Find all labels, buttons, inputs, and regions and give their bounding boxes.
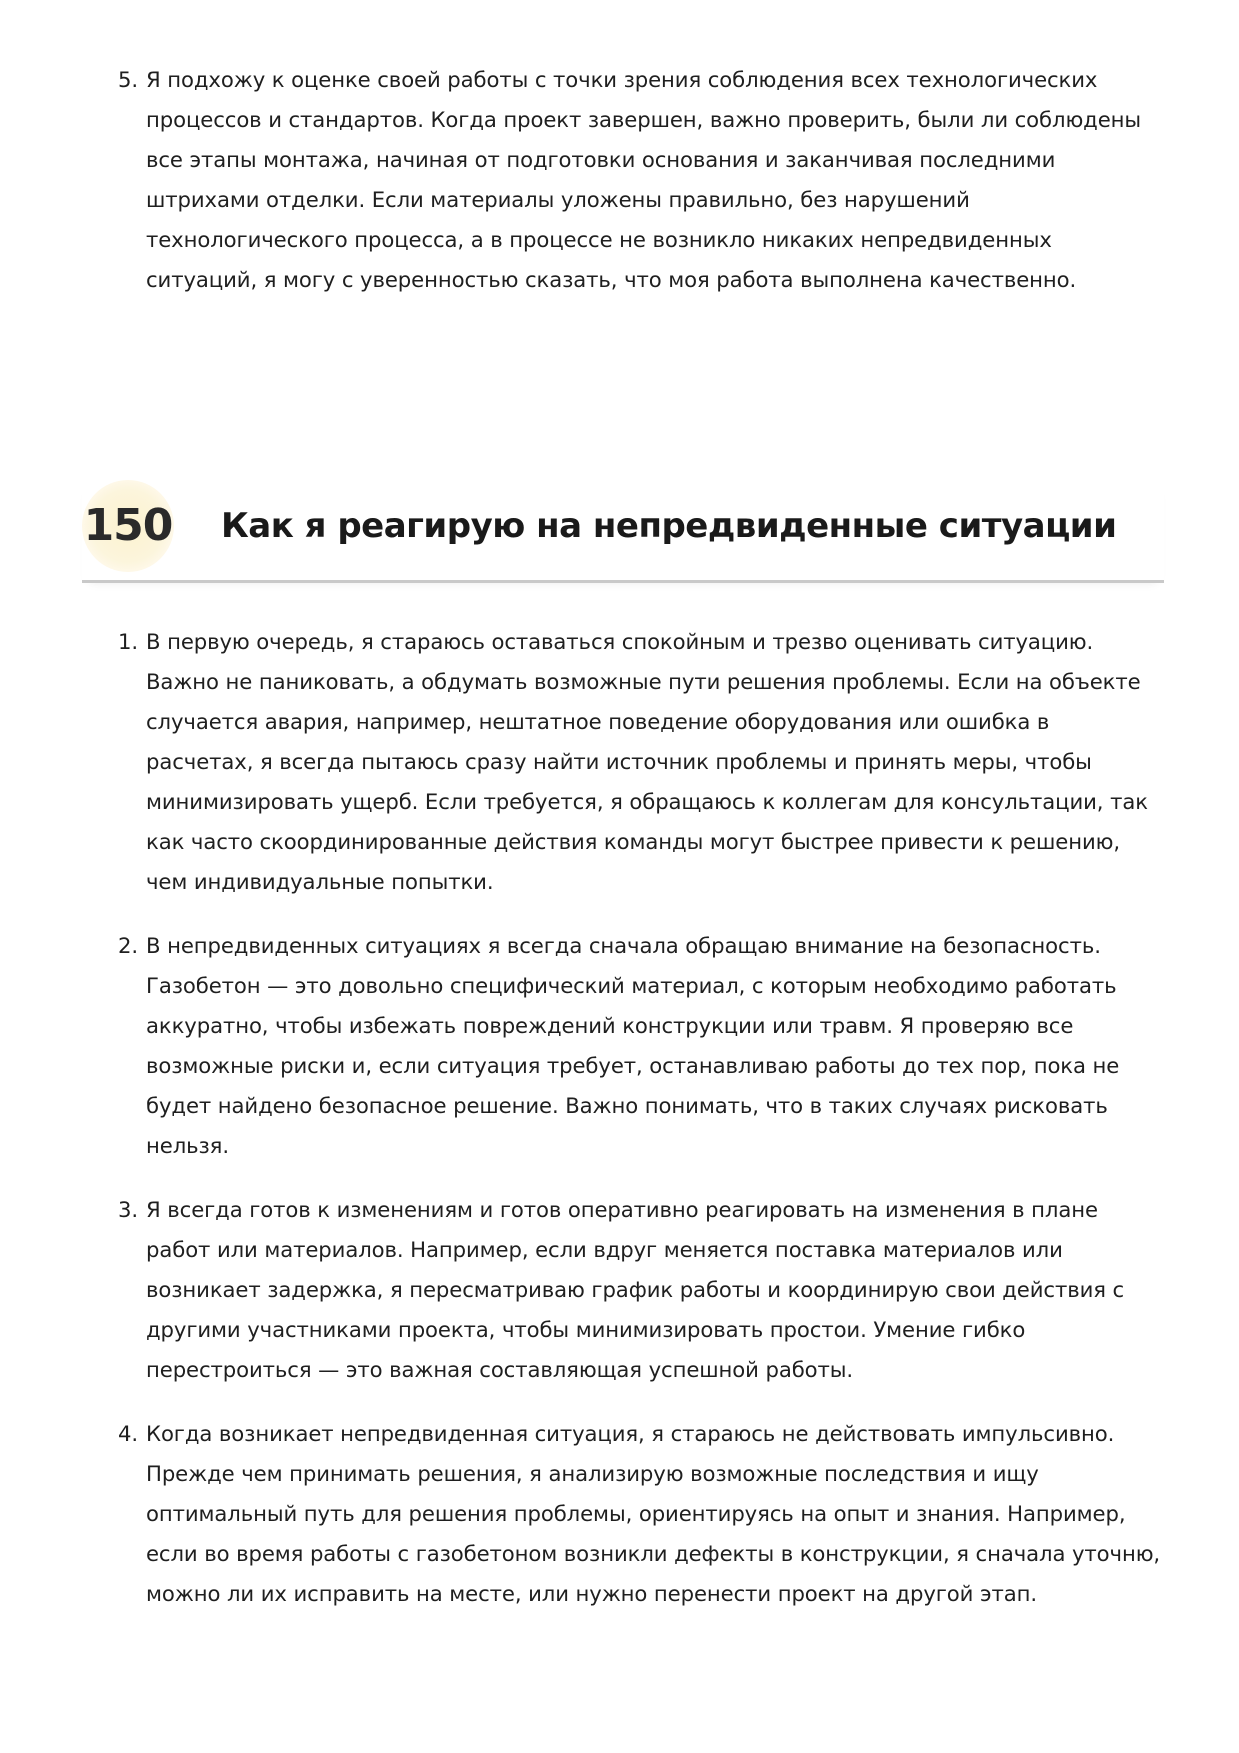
list-item-number: 3.: [118, 1197, 139, 1222]
list-item-number: 2.: [118, 933, 139, 958]
list-item-text: Я подхожу к оценке своей работы с точки зрения соблюдения всех технологических процессов и стандартов. Когда проект завершен, важно проверить, были ли соблюдены все этапы монтажа, начиная от подготовки основания и заканчивая последними штрихами отделки. Если материалы уложены правильно, без нарушений технологического процесса, а в процессе не возникло никаких непредвиденных ситуаций, я могу с уверенностью сказать, что моя работа выполнена качественно.: [146, 67, 1142, 292]
section-number-badge: 150: [82, 480, 174, 572]
list-item: [118, 622, 1163, 902]
list-item: [118, 60, 1163, 300]
list-item-text: Когда возникает непредвиденная ситуация, я стараюсь не действовать импульсивно. Прежде чем принимать решения, я анализирую возможные последствия и ищу оптимальный путь для решения проблемы, ориентируясь на опыт и знания. Например, если во время работы с газобетоном возникли дефекты в конструкции, я сначала уточню, можно ли их исправить на месте, или нужно перенести проект на другой этап.: [146, 1421, 1161, 1606]
list-item-number: 5.: [118, 67, 139, 92]
list-item-text: Я всегда готов к изменениям и готов оперативно реагировать на изменения в плане работ или материалов. Например, если вдруг меняется поставка материалов или возникает задержка, я пересматриваю график работы и координирую свои действия с другими участниками проекта, чтобы минимизировать простои. Умение гибко перестроиться — это важная составляющая успешной работы.: [146, 1197, 1125, 1382]
section-header: [82, 480, 1164, 583]
section-list: [118, 622, 1163, 1638]
previous-section-list: [118, 60, 1163, 324]
list-item-number: 1.: [118, 629, 139, 654]
list-item: [118, 1414, 1163, 1614]
list-item-text: В непредвиденных ситуациях я всегда сначала обращаю внимание на безопасность. Газобетон — это довольно специфический материал, с которым необходимо работать аккуратно, чтобы избежать повреждений конструкции или травм. Я проверяю все возможные риски и, если ситуация требует, останавливаю работы до тех пор, пока не будет найдено безопасное решение. Важно понимать, что в таких случаях рисковать нельзя.: [146, 933, 1120, 1158]
list-item: [118, 926, 1163, 1166]
list-item: [118, 1190, 1163, 1390]
section-title: Как я реагирую на непредвиденные ситуации: [221, 506, 1117, 546]
list-item-text: В первую очередь, я стараюсь оставаться спокойным и трезво оценивать ситуацию. Важно не паниковать, а обдумать возможные пути решения проблемы. Если на объекте случается авария, например, нештатное поведение оборудования или ошибка в расчетах, я всегда пытаюсь сразу найти источник проблемы и принять меры, чтобы минимизировать ущерб. Если требуется, я обращаюсь к коллегам для консультации, так как часто скоординированные действия команды могут быстрее привести к решению, чем индивидуальные попытки.: [146, 629, 1148, 894]
list-item-number: 4.: [118, 1421, 139, 1446]
